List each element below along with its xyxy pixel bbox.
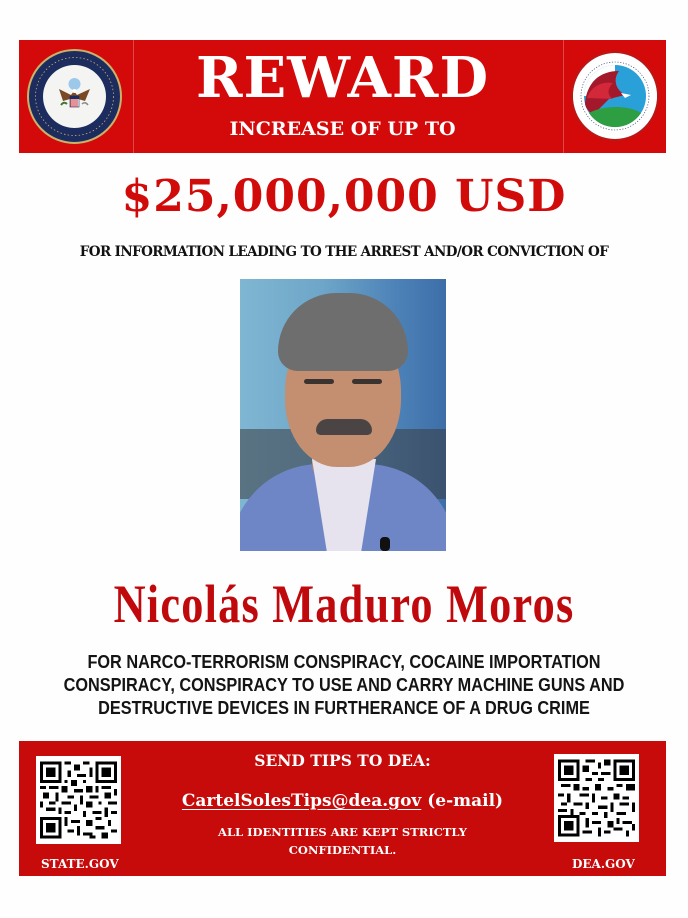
confidential-line: ALL IDENTITIES ARE KEPT STRICTLY <box>218 825 467 839</box>
state-gov-label: STATE.GOV <box>41 857 119 871</box>
photo-brow <box>304 379 334 384</box>
dea-gov-qr-code[interactable] <box>554 754 639 842</box>
charges-line: FOR NARCO-TERRORISM CONSPIRACY, COCAINE IMPORTATION <box>87 651 601 672</box>
dea-seal-icon <box>571 51 659 141</box>
tips-footer-banner <box>19 741 666 876</box>
photo-mustache <box>316 419 372 435</box>
subject-name: Nicolás Maduro Moros <box>113 574 575 634</box>
email-suffix: (e-mail) <box>427 791 504 811</box>
microphone-icon <box>380 537 390 551</box>
reward-subtitle: INCREASE OF UP TO <box>229 118 456 140</box>
charges-text <box>59 650 629 719</box>
reward-title: REWARD <box>195 45 490 111</box>
charges-line: CONSPIRACY, CONSPIRACY TO USE AND CARRY MACHINE GUNS AND <box>63 674 625 695</box>
dea-gov-label: DEA.GOV <box>572 857 635 871</box>
tips-heading: SEND TIPS TO DEA: <box>254 751 431 770</box>
reward-info-line: FOR INFORMATION LEADING TO THE ARREST AND/OR CONVICTION OF <box>79 244 609 260</box>
qr-code-icon <box>558 758 635 838</box>
dea-emblem-icon <box>573 53 657 139</box>
charges-line: DESTRUCTIVE DEVICES IN FURTHERANCE OF A DRUG CRIME <box>98 697 590 718</box>
photo-hair <box>278 293 408 371</box>
tips-email-link[interactable]: CartelSolesTips@dea.gov <box>181 791 422 811</box>
subject-photo <box>240 279 446 551</box>
reward-amount: $25,000,000 USD <box>121 171 567 222</box>
reward-header-banner <box>19 40 666 153</box>
confidential-line: CONFIDENTIAL. <box>288 843 397 857</box>
photo-brow <box>352 379 382 384</box>
